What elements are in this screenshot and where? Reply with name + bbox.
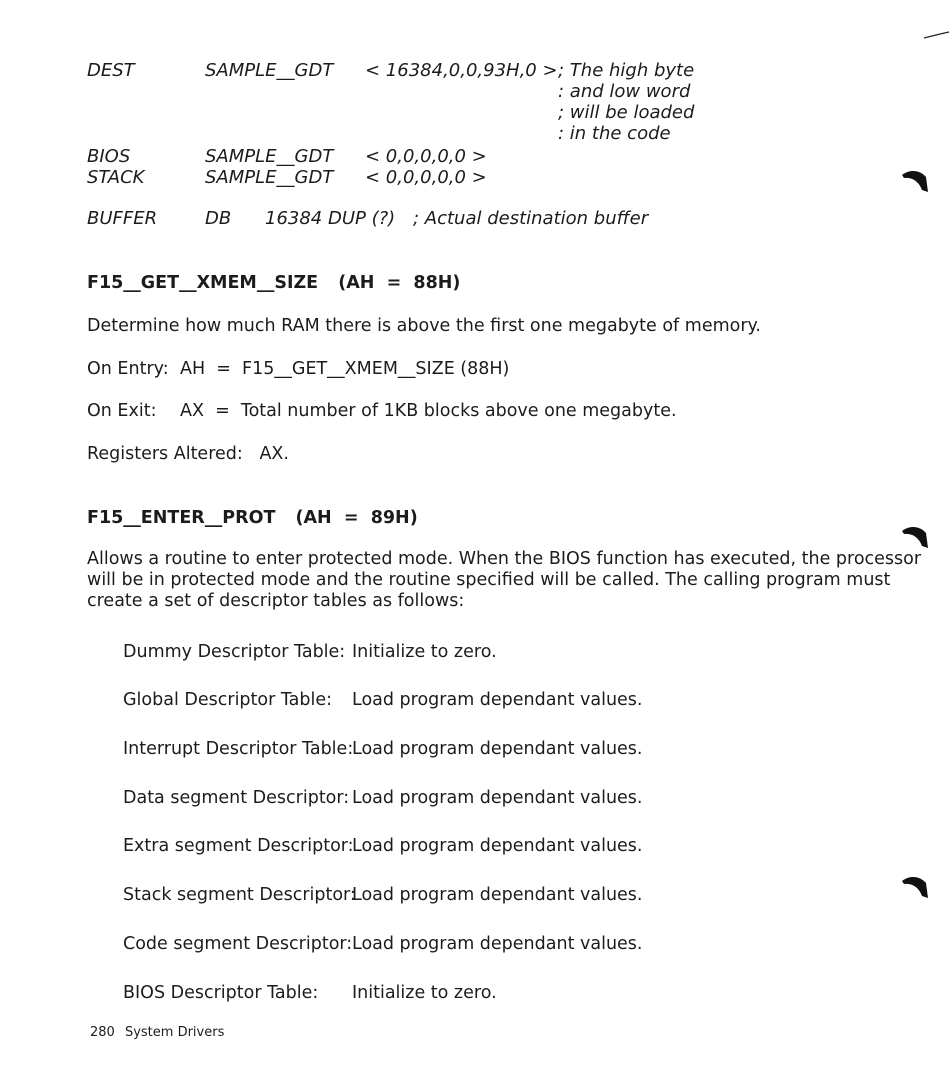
descriptor-table-label: Global Descriptor Table: bbox=[123, 690, 333, 710]
section2-heading bbox=[87, 508, 418, 528]
descriptor-table-value: Load program dependant values. bbox=[352, 885, 643, 905]
code-dest-comment-2: : and low word bbox=[558, 81, 691, 102]
descriptor-table-value: Load program dependant values. bbox=[352, 788, 643, 808]
section1-title: F15__GET__XMEM__SIZE bbox=[87, 273, 319, 293]
section2-title: F15__ENTER__PROT bbox=[87, 508, 276, 528]
code-bios-segment: SAMPLE__GDT bbox=[205, 146, 334, 167]
footer-section: System Drivers bbox=[124, 1025, 225, 1040]
code-dest-comment-3: ; will be loaded bbox=[558, 102, 695, 123]
descriptor-table-value: Load program dependant values. bbox=[352, 934, 643, 954]
code-dest-comment-4: : in the code bbox=[558, 123, 671, 144]
section2-code: (AH = 89H) bbox=[295, 508, 418, 528]
code-stack-name: STACK bbox=[87, 167, 145, 188]
on-exit-label: On Exit: bbox=[87, 401, 157, 421]
descriptor-table-label: Extra segment Descriptor: bbox=[123, 836, 354, 856]
binder-hole-mark-3 bbox=[900, 872, 940, 902]
code-dest-value: < 16384,0,0,93H,0 > bbox=[365, 60, 558, 81]
code-buffer-type: DB bbox=[205, 208, 232, 229]
descriptor-table-label: Interrupt Descriptor Table: bbox=[123, 739, 354, 759]
binder-hole-mark-2 bbox=[900, 522, 940, 552]
descriptor-table-value: Load program dependant values. bbox=[352, 690, 643, 710]
code-buffer-value: 16384 DUP (?) bbox=[265, 208, 396, 229]
on-exit-value: AX = Total number of 1KB blocks above one megabyte. bbox=[180, 401, 677, 421]
code-bios-name: BIOS bbox=[87, 146, 131, 167]
descriptor-table-value: Initialize to zero. bbox=[352, 642, 497, 662]
code-dest-comment-1: ; The high byte bbox=[558, 60, 695, 81]
descriptor-table-value: Initialize to zero. bbox=[352, 983, 497, 1003]
descriptor-table-label: Dummy Descriptor Table: bbox=[123, 642, 346, 662]
code-stack-segment: SAMPLE__GDT bbox=[205, 167, 334, 188]
page-number: 280 bbox=[90, 1025, 115, 1040]
section2-description-line-1: Allows a routine to enter protected mode. When the BIOS function has executed, the processor bbox=[87, 549, 922, 569]
code-dest-segment: SAMPLE__GDT bbox=[205, 60, 334, 81]
binder-hole-mark-1 bbox=[900, 166, 940, 196]
code-buffer-comment: ; Actual destination buffer bbox=[413, 208, 649, 229]
descriptor-table-label: Code segment Descriptor: bbox=[123, 934, 353, 954]
code-buffer-name: BUFFER bbox=[87, 208, 158, 229]
page-footer bbox=[90, 1025, 224, 1040]
code-stack-value: < 0,0,0,0,0 > bbox=[365, 167, 487, 188]
section2-description-line-2: will be in protected mode and the routine specified will be called. The calling program must bbox=[87, 570, 891, 590]
descriptor-table-label: Stack segment Descriptor: bbox=[123, 885, 356, 905]
code-dest-name: DEST bbox=[87, 60, 135, 81]
on-entry-value: AH = F15__GET__XMEM__SIZE (88H) bbox=[180, 359, 510, 379]
section1-heading bbox=[87, 273, 460, 293]
descriptor-table-label: BIOS Descriptor Table: bbox=[123, 983, 319, 1003]
descriptor-table-value: Load program dependant values. bbox=[352, 836, 643, 856]
scan-mark-top bbox=[922, 24, 950, 44]
section1-description: Determine how much RAM there is above the first one megabyte of memory. bbox=[87, 316, 761, 336]
on-entry-label: On Entry: bbox=[87, 359, 169, 379]
section1-code: (AH = 88H) bbox=[338, 273, 461, 293]
code-bios-value: < 0,0,0,0,0 > bbox=[365, 146, 487, 167]
section2-description-line-3: create a set of descriptor tables as follows: bbox=[87, 591, 465, 611]
registers-altered: Registers Altered: AX. bbox=[87, 444, 289, 464]
descriptor-table-value: Load program dependant values. bbox=[352, 739, 643, 759]
descriptor-table-label: Data segment Descriptor: bbox=[123, 788, 350, 808]
